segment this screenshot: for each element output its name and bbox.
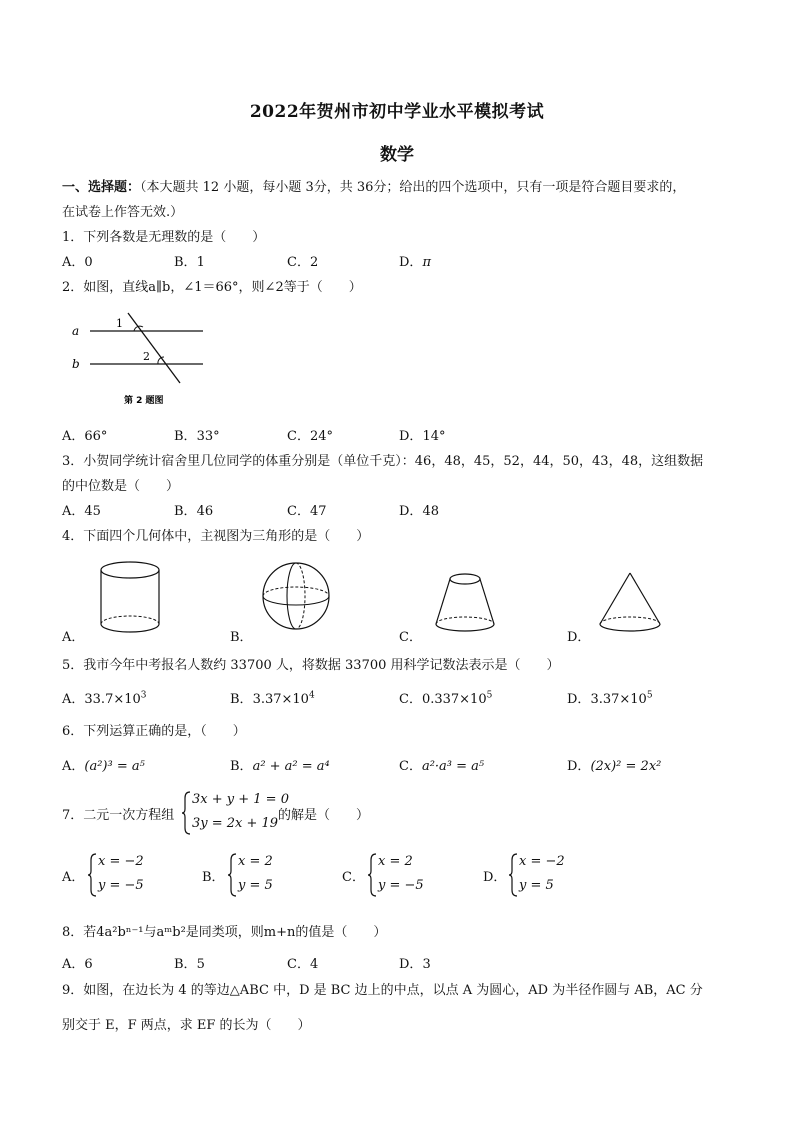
- q3-stem-2: 的中位数是（ ）: [62, 479, 180, 494]
- q8-options: [62, 953, 762, 973]
- page-title: 2022年贺州市初中学业水平模拟考试: [249, 102, 545, 122]
- q6-options: [62, 755, 762, 775]
- q2-options: [62, 425, 762, 445]
- q8-stem: 8．若4a²bⁿ⁻¹与aᵐb²是同类项，则m+n的值是（ ）: [62, 925, 387, 940]
- q7-options: [62, 852, 762, 898]
- q7-option-d-label[interactable]: D．: [483, 870, 507, 885]
- q1-option-d[interactable]: D．π: [399, 255, 431, 270]
- q7-option-c-label[interactable]: C．: [342, 870, 365, 885]
- brace-icon: [228, 852, 238, 898]
- q8-option-b[interactable]: B．5: [174, 957, 205, 972]
- q9-stem-1: 9．如图，在边长为 4 的等边△ABC 中，D 是 BC 边上的中点，以点 A 为圆心，AD 为半径作圆与 AB，AC 分: [62, 983, 703, 998]
- section-desc-2: 在试卷上作答无效.）: [62, 205, 184, 220]
- q7-option-a-label[interactable]: A．: [62, 870, 85, 885]
- q7-equation-system: [182, 790, 289, 836]
- q5-stem: 5．我市今年中考报名人数约 33700 人，将数据 33700 用科学记数法表示是（ ）: [62, 658, 560, 673]
- q8-option-c[interactable]: C．4: [287, 957, 319, 972]
- line-label-b: b: [72, 357, 80, 371]
- angle-label-1: 1: [116, 317, 123, 330]
- q9-stem-2: 别交于 E，F 两点，求 EF 的长为（ ）: [62, 1018, 311, 1033]
- q5-option-d[interactable]: D．$3.37\times 10^5$: [567, 690, 653, 707]
- q6-option-d[interactable]: D．(2x)² = 2x²: [567, 759, 662, 774]
- q2-option-d[interactable]: D．14°: [399, 429, 446, 444]
- q7-eq2: 3y = 2x + 19: [192, 816, 279, 831]
- q2-stem: 2．如图，直线a∥b，∠1＝66°，则∠2等于（ ）: [62, 280, 362, 295]
- q4-option-c[interactable]: C．: [399, 630, 422, 645]
- section-title: 一、选择题：: [62, 180, 141, 195]
- q3-option-a[interactable]: A．45: [62, 504, 101, 519]
- q6-option-b[interactable]: B．a² + a² = a⁴: [230, 759, 330, 774]
- q7-option-a[interactable]: x = −2 y = −5: [88, 852, 178, 898]
- q6-option-c[interactable]: C．a²·a³ = a⁵: [399, 759, 485, 774]
- brace-icon: [88, 852, 98, 898]
- figure-caption: 第 2 题图: [124, 396, 164, 406]
- q3-option-b[interactable]: B．46: [174, 504, 214, 519]
- q3-option-c[interactable]: C．47: [287, 504, 327, 519]
- q2-option-b[interactable]: B．33°: [174, 429, 220, 444]
- q7-prefix: 7．二元一次方程组: [62, 808, 175, 823]
- q7-suffix: 的解是（ ）: [278, 808, 370, 823]
- q6-option-a[interactable]: A．(a²)³ = a⁵: [62, 759, 145, 774]
- q6-stem: 6．下列运算正确的是，（ ）: [62, 724, 246, 739]
- q2-option-a[interactable]: A．66°: [62, 429, 108, 444]
- q5-options: [62, 688, 762, 708]
- angle-label-2: 2: [143, 350, 150, 363]
- line-label-a: a: [72, 324, 80, 338]
- q5-option-b[interactable]: B．$3.37\times 10^4$: [230, 690, 315, 707]
- q4-option-b[interactable]: B．: [230, 630, 253, 645]
- q1-stem: 1．下列各数是无理数的是（ ）: [62, 230, 266, 245]
- q3-options: [62, 500, 762, 520]
- section-desc-1: （本大题共 12 小题，每小题 3分，共 36分；给出的四个选项中，只有一项是符合题目要求的，: [140, 180, 686, 195]
- parallel-lines-figure: [68, 305, 213, 410]
- q1-options: [62, 251, 762, 271]
- q3-stem-1: 3．小贺同学统计宿舍里几位同学的体重分别是（单位千克）：46，48，45，52，44，50，43，48，这组数据: [62, 454, 704, 469]
- q4-option-d[interactable]: D．: [567, 630, 591, 645]
- q1-option-b[interactable]: B．1: [174, 255, 205, 270]
- q8-option-d[interactable]: D．3: [399, 957, 431, 972]
- q5-option-a[interactable]: A．$33.7\times 10^3$: [62, 690, 147, 707]
- q8-option-a[interactable]: A．6: [62, 957, 93, 972]
- q4-stem: 4．下面四个几何体中，主视图为三角形的是（ ）: [62, 529, 370, 544]
- q4-options: [62, 626, 762, 646]
- q5-option-c[interactable]: C．$0.337\times 10^5$: [399, 690, 493, 707]
- brace-icon: [368, 852, 378, 898]
- q7-option-d[interactable]: x = −2 y = 5: [509, 852, 599, 898]
- q1-option-c[interactable]: C．2: [287, 255, 319, 270]
- q4-option-a[interactable]: A．: [62, 630, 85, 645]
- q7-option-b-label[interactable]: B．: [202, 870, 225, 885]
- q7-eq1: 3x + y + 1 = 0: [192, 792, 289, 807]
- section-heading: [62, 176, 685, 195]
- q1-option-a[interactable]: A．0: [62, 255, 93, 270]
- brace-icon: [509, 852, 519, 898]
- subject-title: 数学: [380, 145, 414, 165]
- q7-option-b[interactable]: x = 2 y = 5: [228, 852, 318, 898]
- q3-option-d[interactable]: D．48: [399, 504, 439, 519]
- q7-option-c[interactable]: x = 2 y = −5: [368, 852, 458, 898]
- brace-icon: [182, 790, 192, 836]
- q2-option-c[interactable]: C．24°: [287, 429, 333, 444]
